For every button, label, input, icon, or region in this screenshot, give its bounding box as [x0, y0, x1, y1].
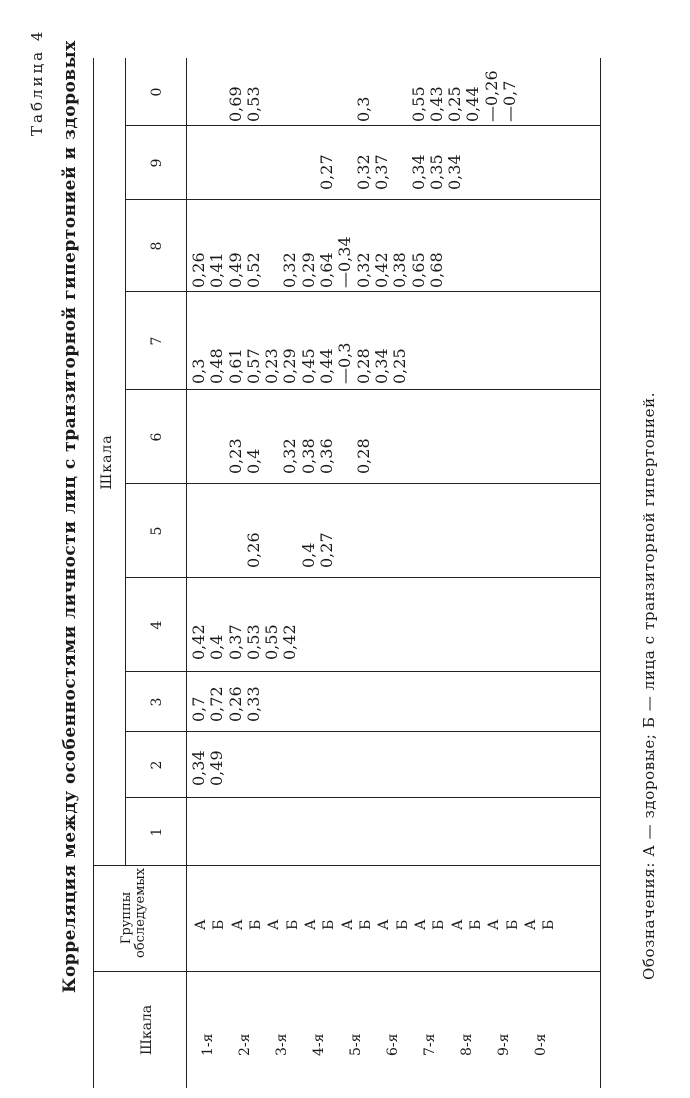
values-col-0: 0,69 0,53 0,3 0,55 0,43 0,25 0,44 —0,26 —0,7: [225, 70, 520, 122]
table-top-rule: [93, 58, 94, 1088]
row-label: 2-я: [237, 1033, 253, 1056]
group-letter: А: [486, 919, 502, 930]
col-divider: [93, 865, 600, 866]
col-header-8: 8: [149, 241, 165, 251]
col-header-2: 2: [149, 760, 165, 770]
group-letter: А: [450, 919, 466, 930]
group-letter: Б: [358, 919, 374, 930]
col-divider: [125, 577, 600, 578]
values-col-3: 0,7 0,72 0,26 0,33: [189, 686, 263, 722]
header-groups: Группы обследуемых: [119, 867, 148, 958]
header-scale-span: Шкала: [99, 434, 115, 490]
group-letter: Б: [321, 919, 337, 930]
group-letter: Б: [541, 919, 557, 930]
col-header-7: 7: [149, 336, 165, 346]
col-divider: [125, 389, 600, 390]
col-divider: [125, 199, 600, 200]
col-header-1: 1: [149, 827, 165, 837]
group-letter: Б: [285, 919, 301, 930]
values-col-6: 0,23 0,4 0,32 0,38 0,36 0,28: [225, 438, 373, 474]
col-divider: [125, 483, 600, 484]
row-label: 7-я: [422, 1033, 438, 1056]
table-title: Корреляция между особенностями личности лиц с транзиторной гипертонией и здоровых: [60, 40, 80, 993]
header-bottom-rule: [186, 58, 187, 1088]
values-col-2: 0,34 0,49: [189, 750, 227, 786]
row-label: 8-я: [459, 1033, 475, 1056]
scale-span-rule: [125, 58, 126, 866]
row-label: 5-я: [348, 1033, 364, 1056]
row-label: 4-я: [311, 1033, 327, 1056]
table-bottom-rule: [600, 58, 601, 1088]
row-label: 6-я: [385, 1033, 401, 1056]
legend-note: Обозначения: А — здоровые; Б — лица с транзиторной гипертонией.: [640, 391, 658, 980]
values-col-5: 0,26 0,4 0,27: [243, 532, 337, 568]
col-header-4: 4: [149, 620, 165, 630]
row-label: 1-я: [200, 1033, 216, 1056]
col-divider: [125, 671, 600, 672]
table-number: Таблица 4: [28, 28, 46, 136]
group-letter: Б: [468, 919, 484, 930]
values-col-9: 0,27 0,32 0,37 0,34 0,35 0,34: [317, 154, 465, 190]
values-col-8: 0,26 0,41 0,49 0,52 0,32 0,29 0,64 —0,34 0,32 0,42 0,38 0,65 0,68: [189, 236, 446, 288]
header-scale: Шкала: [139, 1004, 155, 1056]
col-divider: [125, 125, 600, 126]
group-letter: А: [193, 919, 209, 930]
col-header-0: 0: [149, 87, 165, 97]
row-label: 9-я: [496, 1033, 512, 1056]
col-header-3: 3: [149, 697, 165, 707]
group-letter: А: [340, 919, 356, 930]
group-letter: Б: [211, 919, 227, 930]
col-header-6: 6: [149, 432, 165, 442]
group-letter: А: [523, 919, 539, 930]
group-letter: А: [413, 919, 429, 930]
group-letter: А: [230, 919, 246, 930]
row-label: 3-я: [274, 1033, 290, 1056]
group-letter: Б: [395, 919, 411, 930]
col-divider: [125, 731, 600, 732]
group-letter: Б: [505, 919, 521, 930]
group-letter: А: [303, 919, 319, 930]
row-label: 0-я: [533, 1033, 549, 1056]
col-divider: [125, 291, 600, 292]
col-header-9: 9: [149, 158, 165, 168]
group-letter: Б: [248, 919, 264, 930]
group-letter: Б: [431, 919, 447, 930]
values-col-7: 0,3 0,48 0,61 0,57 0,23 0,29 0,45 0,44 —0,3 0,28 0,34 0,25: [189, 342, 410, 384]
group-letter: А: [376, 919, 392, 930]
col-header-5: 5: [149, 526, 165, 536]
values-col-4: 0,42 0,4 0,37 0,53 0,55 0,42: [189, 624, 300, 660]
col-divider: [93, 971, 600, 972]
group-letter: А: [266, 919, 282, 930]
col-divider: [125, 797, 600, 798]
